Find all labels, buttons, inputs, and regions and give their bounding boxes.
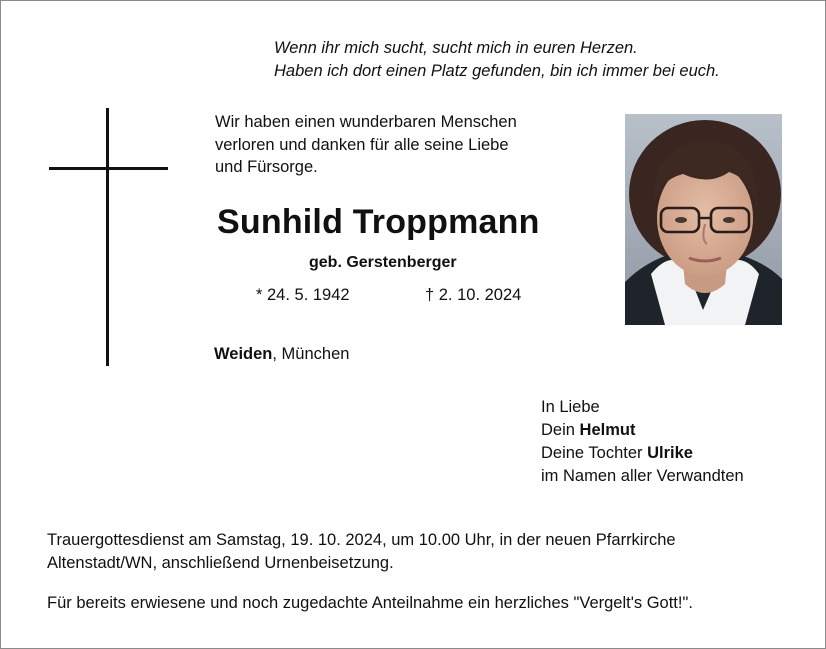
signature-prefix: Deine Tochter [541,444,648,462]
quote-line-1: Wenn ihr mich sucht, sucht mich in euren Herzen. [274,39,638,57]
signature-line-2 [541,419,744,442]
signature-prefix: Dein [541,421,580,439]
quote-line-2: Haben ich dort einen Platz gefunden, bin ich immer bei euch. [274,61,720,80]
signature-line-1: In Liebe [541,398,600,416]
portrait-photo [625,114,782,325]
cross-horizontal-bar [49,167,168,170]
deceased-name: Sunhild Troppmann [217,203,540,241]
intro-text [215,111,517,179]
intro-line-2: verloren und danken für alle seine Liebe [215,135,509,154]
signature-block [541,396,744,488]
funeral-service-info [47,529,676,575]
maiden-name: geb. Gerstenberger [309,254,457,271]
service-line-2: Altenstadt/WN, anschließend Urnenbeisetzung. [47,554,394,572]
residence-secondary: , München [272,345,350,363]
signature-line-3 [541,442,744,465]
death-date: † 2. 10. 2024 [425,286,522,304]
residence-primary: Weiden [214,345,273,363]
signature-name-ulrike: Ulrike [647,444,693,462]
signature-line-4: im Namen aller Verwandten [541,467,744,485]
thanks-text: Für bereits erwiesene und noch zugedachte Anteilnahme ein herzliches "Vergelt's Gott!". [47,594,693,612]
memorial-quote [274,37,720,82]
birth-date: * 24. 5. 1942 [256,286,350,304]
residence-places [214,345,349,364]
intro-line-3: und Fürsorge. [215,158,318,176]
service-line-1: Trauergottesdienst am Samstag, 19. 10. 2024, um 10.00 Uhr, in der neuen Pfarrkirche [47,531,676,549]
intro-line-1: Wir haben einen wunderbaren Menschen [215,113,517,131]
portrait-illustration [625,114,782,325]
cross-vertical-bar [106,108,109,366]
signature-name-helmut: Helmut [579,421,636,439]
